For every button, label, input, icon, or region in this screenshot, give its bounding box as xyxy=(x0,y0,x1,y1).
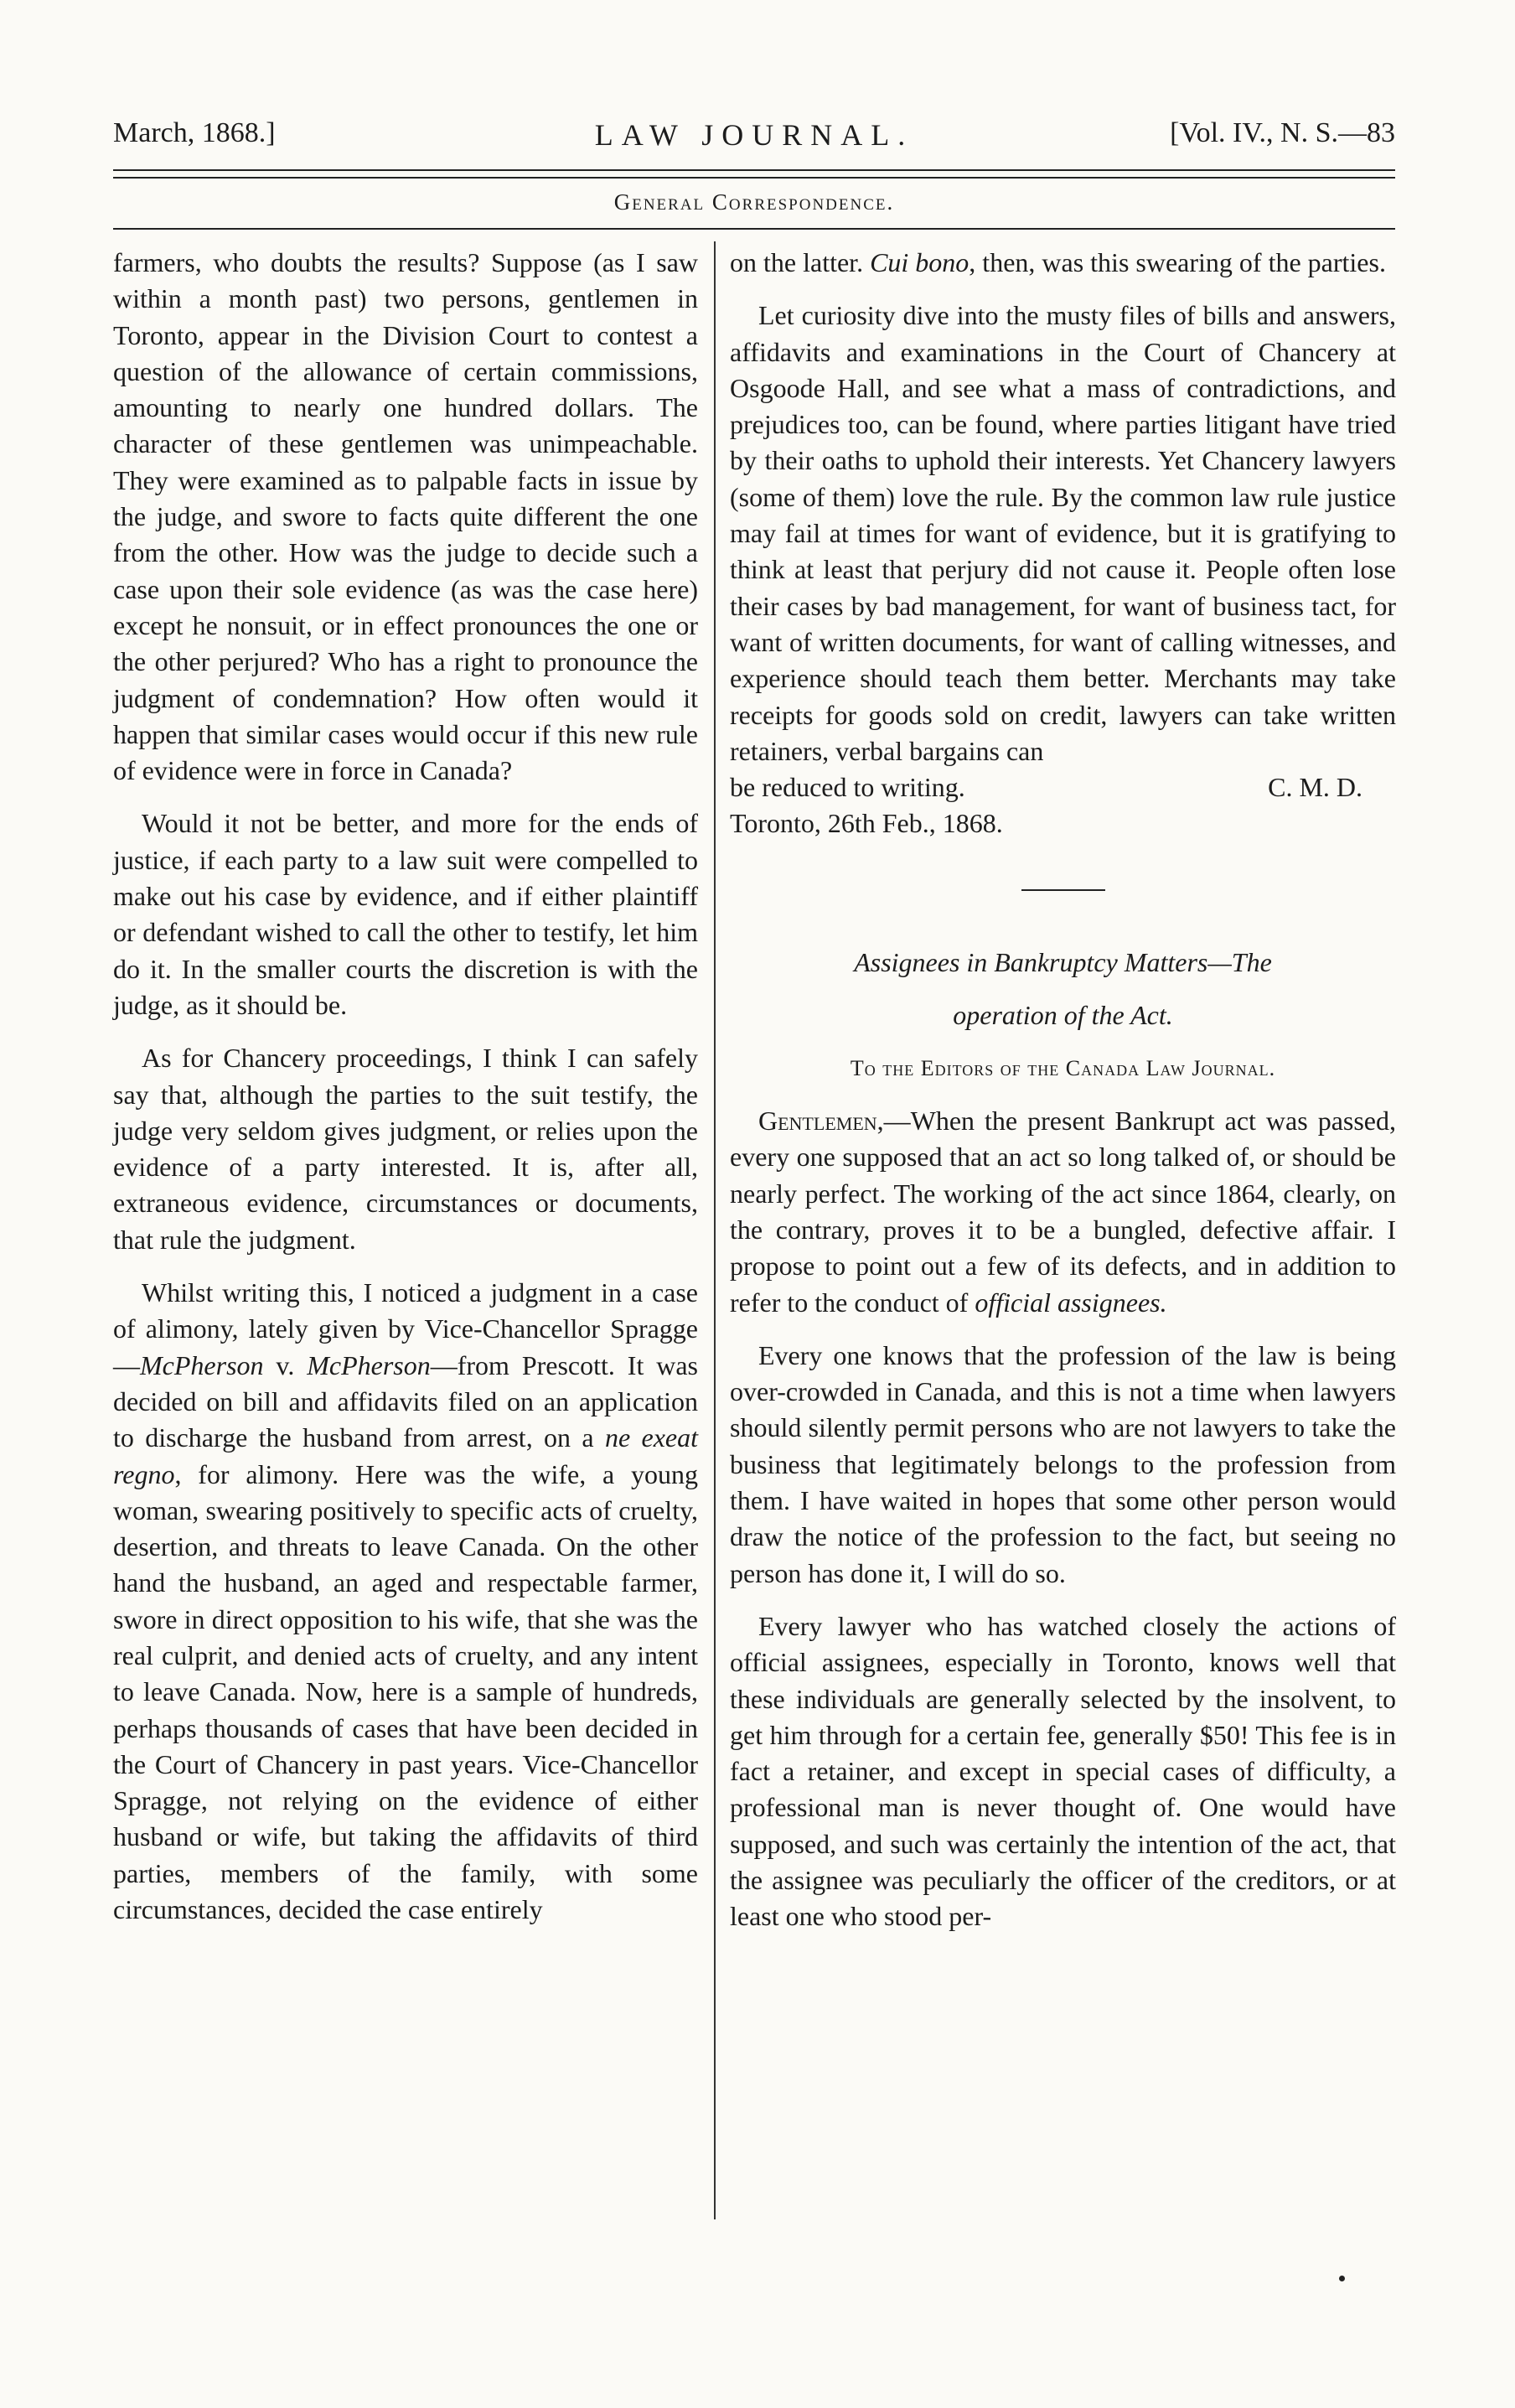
case-name: McPherson xyxy=(140,1349,264,1380)
salutation: Gentlemen, xyxy=(758,1106,884,1137)
journal-title: LAW JOURNAL. xyxy=(594,118,914,152)
signature-line xyxy=(730,769,1396,805)
article-title: operation of the Act. xyxy=(953,999,1173,1030)
text: —from Prescott. It was decided on bill and affidavits filed on an application to discharge the husband from arrest, on a xyxy=(113,1349,699,1453)
text: , for alimony. Here was the wife, a young woman, swearing positively to specific acts of cruelty, desertion, and threats to leave Canada. On the other hand the husband, an aged and respectable farmer, swore in direct opposition to his wife, that she was the real culprit, and denied acts of cruelty, and any intent to leave Canada. Now, here is a sample of hundreds, perhaps thousands of cases that have been decided in the Court of Chancery in past years. Vice-Chancellor Spragge, not relying on the evidence of either husband or wife, but taking the affidavits of third parties, members of the family, with some circumstances, decided the case entirely xyxy=(113,1458,698,1925)
paragraph: farmers, who doubts the results? Suppose (as I saw within a month past) two persons, gentlemen in Toronto, appear in the Division Court to contest a question of the allowance of certain commissions, amounting to nearly one hundred dollars. The character of these gentlemen was unimpeachable. They were examined as to palpable facts in issue by the judge, and swore to facts quite different the one from the other. How was the judge to decide such a case upon their sole evidence (as was the case here) except he nonsuit, or in effect pronounces the one or the other perjured? Who has a right to pronounce the judgment of condemnation? How often would it happen that similar cases would occur if this new rule of evidence were in force in Canada? xyxy=(113,247,698,786)
article-title: Assignees in Bankruptcy Matters—The xyxy=(854,946,1272,977)
paragraph xyxy=(730,245,1396,281)
signature: C. M. D. xyxy=(1268,772,1362,803)
text: , then, was this swearing of the parties. xyxy=(969,247,1386,277)
emphasis: official assignees. xyxy=(975,1287,1167,1318)
latin-phrase: Cui bono xyxy=(870,247,969,277)
paragraph: Every one knows that the profession of the law is being over-crowded in Canada, and this is not a time when lawyers should silently permit persons who are not lawyers to take the business that legitimately belongs to the profession from them. I have waited in hopes that some other person would draw the notice of the profession to the fact, but seeing no person has done it, I will do so. xyxy=(730,1339,1396,1588)
right-column xyxy=(730,245,1396,1952)
paragraph: Let curiosity dive into the musty files of bills and answers, affidavits and examinations in the Court of Chancery at Osgoode Hall, and see what a mass of contradictions, and prejudices too, can be found, where parties litigant have tried by their oaths to uphold their interests. Yet Chancery lawyers (some of them) love the rule. By the common law rule justice may fail at times for want of evidence, but it is gratifying to think at least that perjury did not cause it. People often lose their cases by bad management, for want of business tact, for want of written documents, for want of calling witnesses, and experience should teach them better. Merchants may take receipts for goods sold on credit, lawyers can take written retainers, verbal bargains can xyxy=(730,300,1396,766)
paragraph: Would it not be better, and more for the ends of justice, if each party to a law suit were compelled to make out his case by evidence, and if either plaintiff or defendant wished to call the other to testify, let him do it. In the smaller courts the discretion is with the judge, as it should be. xyxy=(113,808,698,1020)
section-rule xyxy=(113,228,1395,230)
paragraph xyxy=(113,1275,698,1928)
paragraph: Every lawyer who has watched closely the actions of official assignees, especially in Toronto, knows well that these individuals are generally selected by the insolvent, to get him through for a certain fee, generally $50! This fee is in fact a retainer, and except in special cases of difficulty, a professional man is never thought of. One would have supposed, and such was certainly the intention of the act, that the assignee was peculiarly the officer of the creditors, or at least one who stood per- xyxy=(730,1610,1396,1932)
left-column xyxy=(113,245,698,1945)
text: be reduced to writing. xyxy=(730,772,965,803)
article-address: To the Editors of the Canada Law Journal. xyxy=(850,1055,1276,1080)
volume-page: [Vol. IV., N. S.—83 xyxy=(1170,117,1395,148)
running-head xyxy=(113,117,1395,159)
text: v. xyxy=(263,1349,308,1380)
section-heading: General Correspondence. xyxy=(613,189,895,215)
dateline: Toronto, 26th Feb., 1868. xyxy=(730,808,1003,839)
margin-dot xyxy=(1339,2276,1345,2281)
header-double-rule xyxy=(113,169,1395,179)
text: —When the present Bankrupt act was passed, every one supposed that an act so long talked of, or should be nearly perfect. The working of the act since 1864, clearly, on the contrary, proves it to be a bungled, defective affair. I propose to point out a few of its defects, and in addition to refer to the conduct of xyxy=(730,1106,1396,1318)
paragraph xyxy=(730,1103,1396,1321)
header-date: March, 1868.] xyxy=(113,117,276,148)
text: Whilst writing this, I noticed a judgment in a case of alimony, lately given by Vice-Chancellor Spragge— xyxy=(113,1277,698,1380)
case-name: McPherson xyxy=(307,1349,431,1380)
column-divider xyxy=(714,241,716,2219)
writ-name: ne exeat regno xyxy=(113,1422,699,1489)
text: on the latter. xyxy=(730,247,871,277)
paragraph: As for Chancery proceedings, I think I can safely say that, although the parties to the suit testify, the judge very seldom gives judgment, or relies upon the evidence of a party interested. It is, after all, extraneous evidence, circumstances or documents, that rule the judgment. xyxy=(113,1043,698,1255)
article-separator xyxy=(1021,889,1105,891)
